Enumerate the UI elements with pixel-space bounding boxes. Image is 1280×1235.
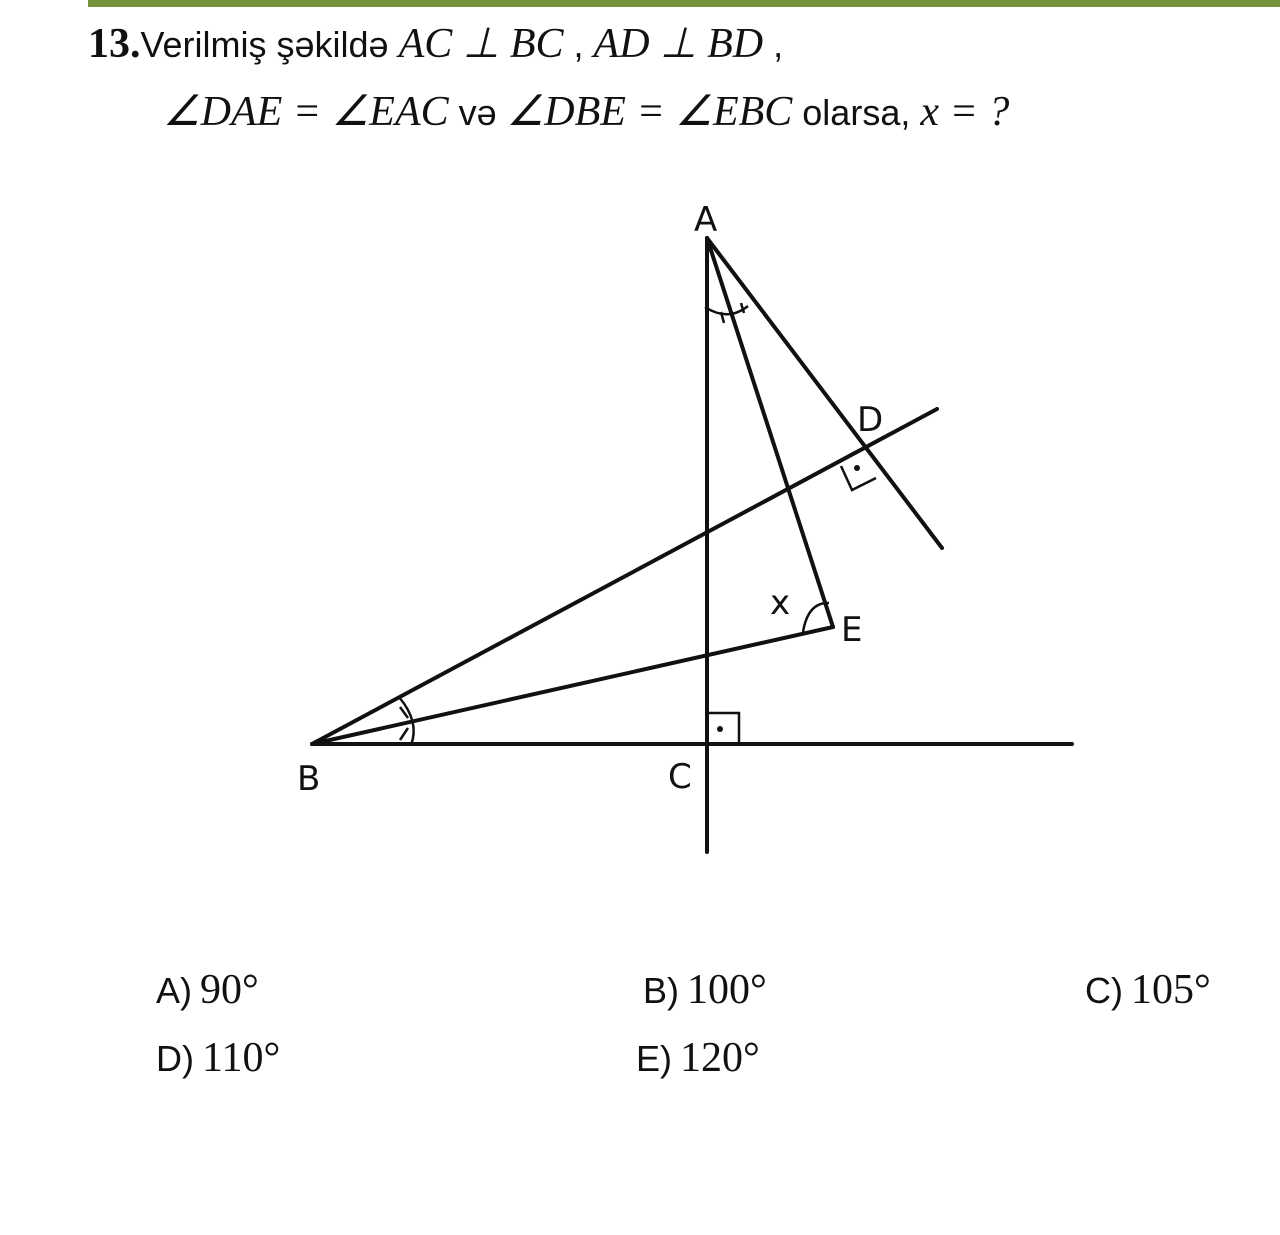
label-a: A xyxy=(694,200,718,240)
separator-2: , xyxy=(763,24,784,65)
line-ae xyxy=(707,238,833,627)
option-d-letter: D) xyxy=(156,1038,194,1079)
option-d[interactable] xyxy=(156,1034,280,1082)
option-a-value: 90° xyxy=(200,967,259,1013)
option-a[interactable] xyxy=(156,966,259,1014)
angle-b-tick-2 xyxy=(400,728,408,740)
right-angle-c-dot xyxy=(717,726,723,732)
label-x: x xyxy=(770,583,791,623)
label-d: D xyxy=(857,400,884,440)
olarsa-text: olarsa, xyxy=(792,92,921,133)
question-number: 13. xyxy=(88,21,141,67)
option-c[interactable] xyxy=(1085,966,1211,1014)
condition-ac-perp-bc: AC ⊥ BC xyxy=(398,21,564,67)
option-b-value: 100° xyxy=(687,967,767,1013)
option-e-value: 120° xyxy=(680,1035,760,1081)
option-b-letter: B) xyxy=(643,970,679,1011)
option-e-letter: E) xyxy=(636,1038,672,1079)
question-ask: x = ? xyxy=(920,89,1010,135)
right-angle-d-dot xyxy=(854,465,860,471)
conjunction: və xyxy=(448,92,507,133)
line-be xyxy=(312,627,833,744)
line-ad xyxy=(707,238,942,548)
line-bd xyxy=(312,409,937,744)
option-a-letter: A) xyxy=(156,970,192,1011)
option-b[interactable] xyxy=(643,966,767,1014)
condition-ad-perp-bd: AD ⊥ BD xyxy=(593,21,764,67)
label-c: C xyxy=(668,757,692,797)
label-e: E xyxy=(841,610,863,650)
condition-angle-a: ∠DAE = ∠EAC xyxy=(163,89,449,135)
right-angle-c-marker xyxy=(707,713,739,744)
option-c-value: 105° xyxy=(1131,967,1211,1013)
separator-1: , xyxy=(563,24,594,65)
option-e[interactable] xyxy=(636,1034,760,1082)
option-d-value: 110° xyxy=(202,1035,281,1081)
label-b: B xyxy=(297,759,321,799)
condition-angle-b: ∠DBE = ∠EBC xyxy=(506,89,793,135)
question-intro: Verilmiş şəkildə xyxy=(140,24,399,65)
option-c-letter: C) xyxy=(1085,970,1123,1011)
